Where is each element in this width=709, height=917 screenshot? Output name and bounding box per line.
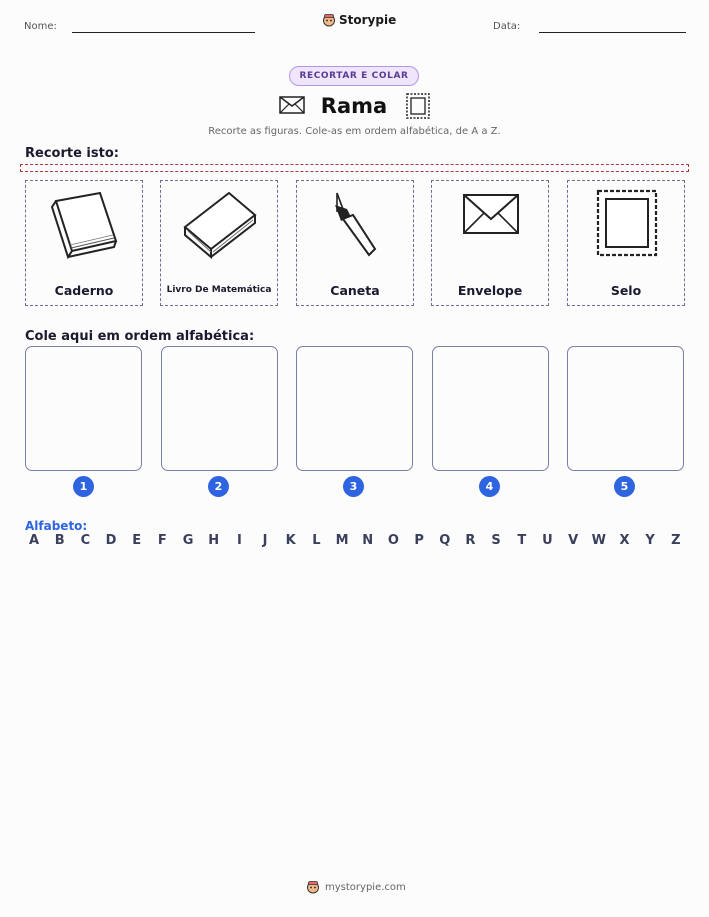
paste-slot-4[interactable] (432, 346, 549, 471)
paste-heading: Cole aqui em ordem alfabética: (25, 329, 255, 344)
name-line[interactable] (72, 32, 255, 33)
envelope-icon (432, 187, 550, 259)
alphabet-letter: P (414, 533, 424, 548)
cut-card-label: Envelope (457, 283, 523, 298)
date-line[interactable] (539, 32, 686, 33)
alphabet-letter: D (105, 533, 117, 548)
paste-slot-3[interactable] (296, 346, 413, 471)
activity-badge: RECORTAR E COLAR (289, 66, 419, 86)
paste-slot-1[interactable] (25, 346, 142, 471)
alphabet-row (25, 533, 685, 548)
alphabet-letter: Z (671, 533, 681, 548)
cut-card-label: Caneta (330, 283, 380, 298)
name-label: Nome: (24, 21, 57, 32)
cut-card-selo[interactable] (567, 180, 685, 306)
alphabet-letter: I (236, 533, 242, 548)
slot-number-badge: 5 (614, 476, 635, 497)
alphabet-letter: V (568, 533, 579, 548)
cut-card-caderno[interactable] (25, 180, 143, 306)
alphabet-letter: U (542, 533, 553, 548)
slot-number-badge: 1 (73, 476, 94, 497)
paste-slot-5[interactable] (567, 346, 684, 471)
book-icon (26, 187, 144, 259)
alphabet-letter: J (262, 533, 268, 548)
alphabet-letter: E (132, 533, 142, 548)
alphabet-heading: Alfabeto: (25, 519, 88, 533)
slot-number-badge: 3 (343, 476, 364, 497)
alphabet-letter: X (619, 533, 630, 548)
slot-number-badge: 2 (208, 476, 229, 497)
date-label: Data: (493, 21, 521, 32)
slot-number-badge: 4 (479, 476, 500, 497)
fountain-pen-icon (297, 187, 415, 259)
alphabet-letter: O (387, 533, 399, 548)
alphabet-letter: Q (439, 533, 451, 548)
footer-site[interactable]: mystorypie.com (325, 881, 406, 893)
cut-card-label: Livro De Matemática (166, 285, 272, 295)
stamp-icon (405, 92, 431, 120)
cut-card-caneta[interactable] (296, 180, 414, 306)
alphabet-letter: Y (645, 533, 655, 548)
alphabet-letter: A (28, 533, 40, 548)
brand-name: Storypie (339, 13, 397, 27)
cut-card-envelope[interactable] (431, 180, 549, 306)
alphabet-letter: H (208, 533, 220, 548)
alphabet-letter: R (465, 533, 476, 548)
page-title: Rama (320, 94, 388, 118)
footer (306, 880, 406, 894)
alphabet-letter: S (491, 533, 501, 548)
alphabet-letter: G (182, 533, 194, 548)
envelope-icon (279, 96, 305, 114)
alphabet-letter: T (517, 533, 527, 548)
alphabet-letter: W (591, 533, 606, 548)
cut-card-livro-de-matematica[interactable] (160, 180, 278, 306)
stamp-icon (568, 187, 686, 259)
storypie-mascot-icon (322, 13, 336, 27)
alphabet-letter: L (312, 533, 321, 548)
instructions: Recorte as figuras. Cole-as em ordem alfabética, de A a Z. (208, 126, 501, 137)
math-book-icon (161, 187, 279, 259)
alphabet-letter: M (335, 533, 349, 548)
cut-heading: Recorte isto: (25, 146, 119, 161)
alphabet-letter: B (54, 533, 65, 548)
paste-slot-2[interactable] (161, 346, 278, 471)
alphabet-letter: N (362, 533, 374, 548)
cut-card-label: Selo (610, 283, 642, 298)
cut-line (20, 164, 689, 172)
brand-logo (322, 13, 396, 27)
alphabet-letter: F (157, 533, 167, 548)
storypie-mascot-icon (306, 880, 320, 894)
alphabet-letter: K (285, 533, 296, 548)
cut-card-label: Caderno (54, 283, 114, 298)
alphabet-letter: C (80, 533, 91, 548)
